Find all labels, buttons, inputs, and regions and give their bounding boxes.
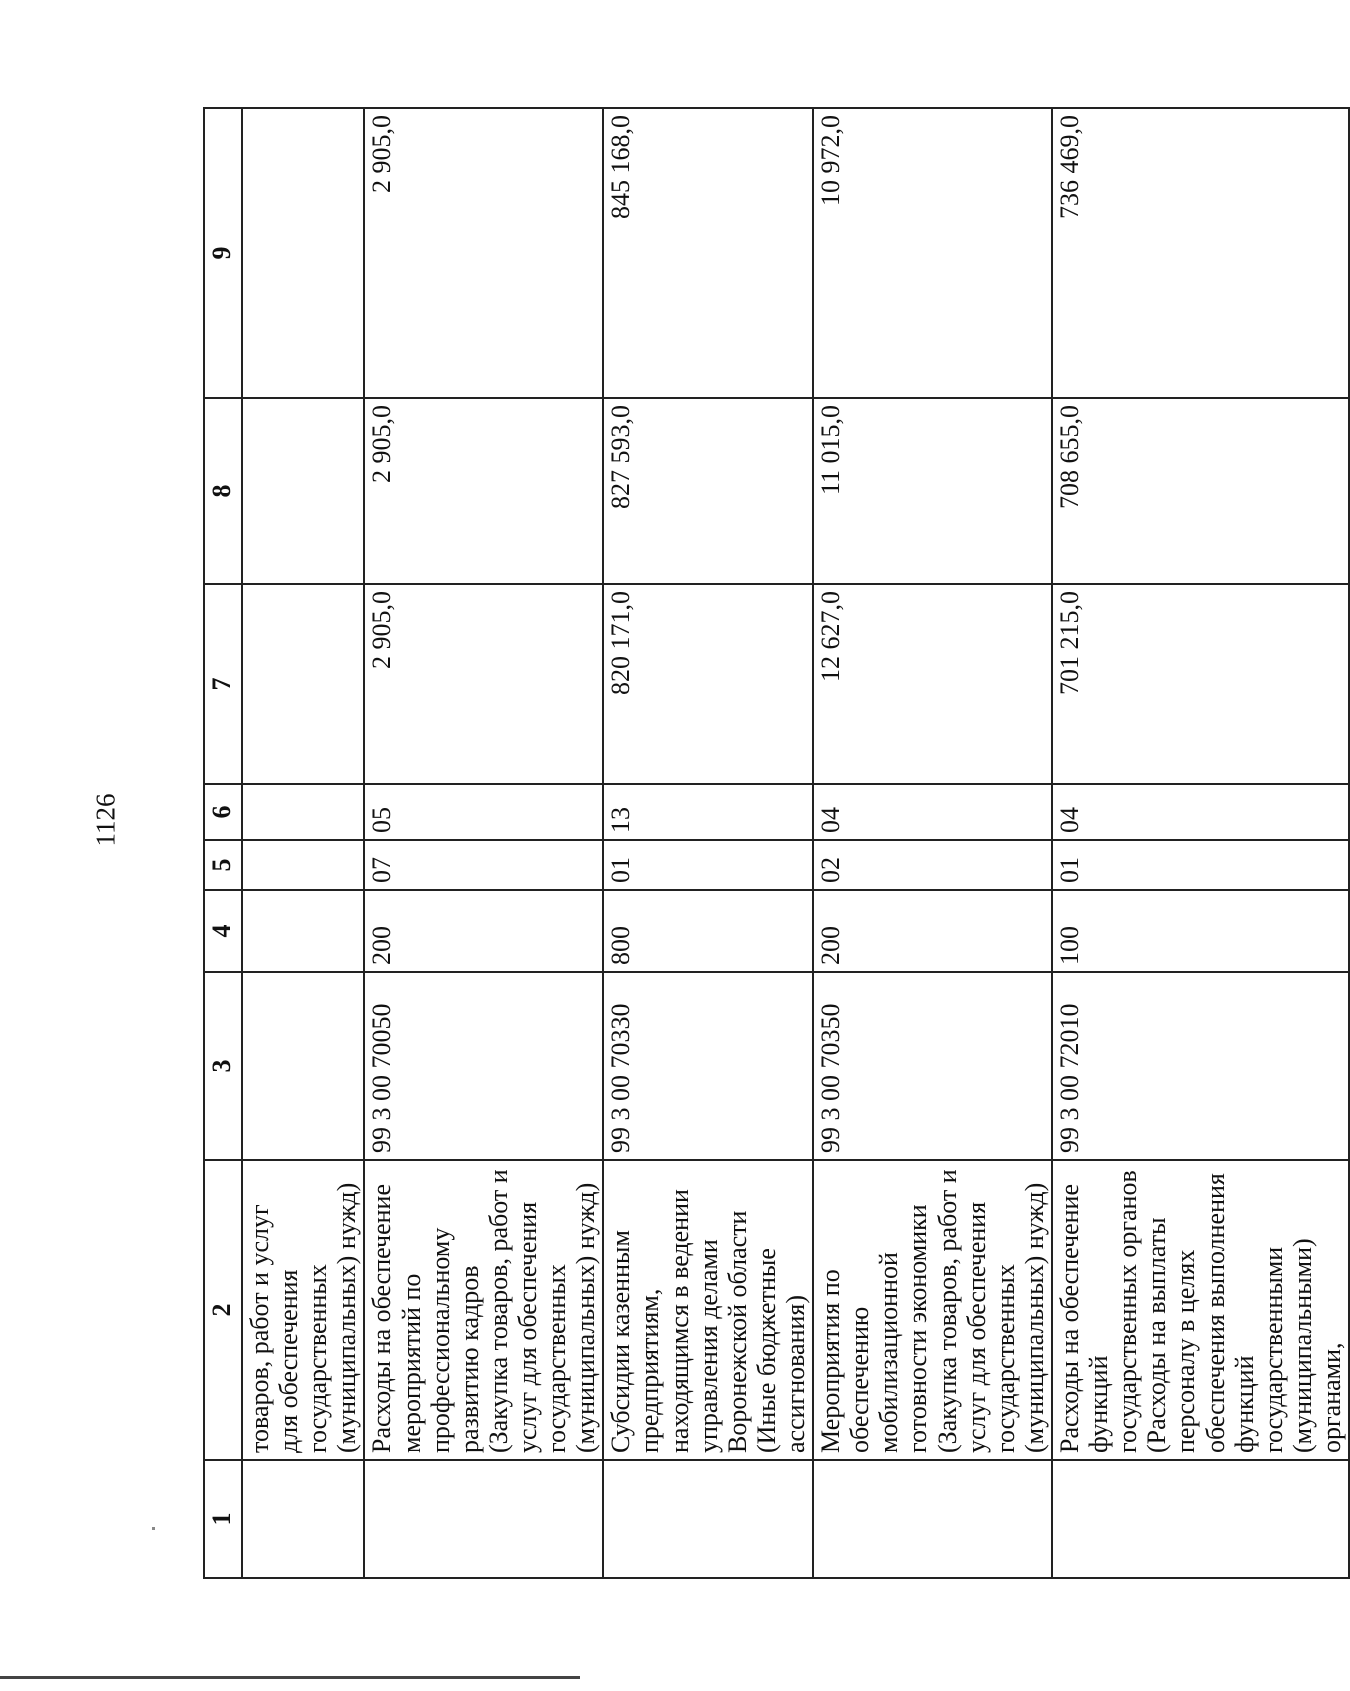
- cell-subsection: 04: [813, 784, 1052, 840]
- cell-subsection: 13: [603, 784, 813, 840]
- cell-amount-col-7: 2 905,0: [364, 584, 603, 784]
- cell-amount-col-7: 820 171,0: [603, 584, 813, 784]
- cell-col-1: [1052, 1460, 1349, 1578]
- cell-target-article: [242, 972, 364, 1160]
- table-row: [1052, 108, 1349, 1578]
- cell-subsection: 05: [364, 784, 603, 840]
- cell-subsection: [242, 784, 364, 840]
- header-col-6: 6: [204, 784, 242, 840]
- cell-amount-col-7: 12 627,0: [813, 584, 1052, 784]
- cell-section: 07: [364, 840, 603, 890]
- cell-col-1: [603, 1460, 813, 1578]
- cell-amount-col-8: [242, 398, 364, 584]
- cell-col-1: [813, 1460, 1052, 1578]
- cell-name: Субсидии казенным предприятиям, находящимся в ведении управления делами Воронежской области (Иные бюджетные ассигнования): [603, 1160, 813, 1460]
- header-col-4: 4: [204, 890, 242, 972]
- cell-expense-type: [242, 890, 364, 972]
- cell-name: товаров, работ и услуг для обеспечения государственных (муниципальных) нужд): [242, 1160, 364, 1460]
- cell-section: [242, 840, 364, 890]
- cell-expense-type: 200: [364, 890, 603, 972]
- table-row: [603, 108, 813, 1578]
- page-number: 1126: [90, 793, 121, 847]
- scan-artifact-line: [0, 1676, 580, 1679]
- cell-amount-col-9: 10 972,0: [813, 108, 1052, 398]
- header-col-7: 7: [204, 584, 242, 784]
- cell-section: 02: [813, 840, 1052, 890]
- cell-amount-col-8: 2 905,0: [364, 398, 603, 584]
- cell-expense-type: 800: [603, 890, 813, 972]
- cell-name: Расходы на обеспечение функций государственных органов (Расходы на выплаты персоналу в целях обеспечения выполнения функций государственными (муниципальными) органами,: [1052, 1160, 1349, 1460]
- header-col-2: 2: [204, 1160, 242, 1460]
- cell-amount-col-7: 701 215,0: [1052, 584, 1349, 784]
- cell-amount-col-9: [242, 108, 364, 398]
- cell-target-article: 99 3 00 70330: [603, 972, 813, 1160]
- cell-amount-col-8: 708 655,0: [1052, 398, 1349, 584]
- cell-amount-col-8: 827 593,0: [603, 398, 813, 584]
- header-col-3: 3: [204, 972, 242, 1160]
- scan-artifact-dot: [152, 1527, 155, 1530]
- table-row: [242, 108, 364, 1578]
- cell-target-article: 99 3 00 70050: [364, 972, 603, 1160]
- budget-table-rotated: [203, 109, 1346, 1579]
- header-col-9: 9: [204, 108, 242, 398]
- cell-name: Расходы на обеспечение мероприятий по профессиональному развитию кадров (Закупка товаров, работ и услуг для обеспечения государственных (муниципальных) нужд): [364, 1160, 603, 1460]
- cell-expense-type: 100: [1052, 890, 1349, 972]
- budget-table: [203, 107, 1350, 1579]
- header-col-1: 1: [204, 1460, 242, 1578]
- header-col-8: 8: [204, 398, 242, 584]
- cell-amount-col-7: [242, 584, 364, 784]
- header-row: [204, 108, 242, 1578]
- cell-col-1: [364, 1460, 603, 1578]
- cell-amount-col-9: 845 168,0: [603, 108, 813, 398]
- cell-name: Мероприятия по обеспечению мобилизационной готовности экономики (Закупка товаров, работ и услуг для обеспечения государственных (муниципальных) нужд): [813, 1160, 1052, 1460]
- header-col-5: 5: [204, 840, 242, 890]
- cell-amount-col-8: 11 015,0: [813, 398, 1052, 584]
- cell-amount-col-9: 2 905,0: [364, 108, 603, 398]
- table-row: [364, 108, 603, 1578]
- cell-target-article: 99 3 00 70350: [813, 972, 1052, 1160]
- cell-amount-col-9: 736 469,0: [1052, 108, 1349, 398]
- cell-target-article: 99 3 00 72010: [1052, 972, 1349, 1160]
- cell-col-1: [242, 1460, 364, 1578]
- cell-section: 01: [1052, 840, 1349, 890]
- cell-section: 01: [603, 840, 813, 890]
- cell-expense-type: 200: [813, 890, 1052, 972]
- cell-subsection: 04: [1052, 784, 1349, 840]
- table-row: [813, 108, 1052, 1578]
